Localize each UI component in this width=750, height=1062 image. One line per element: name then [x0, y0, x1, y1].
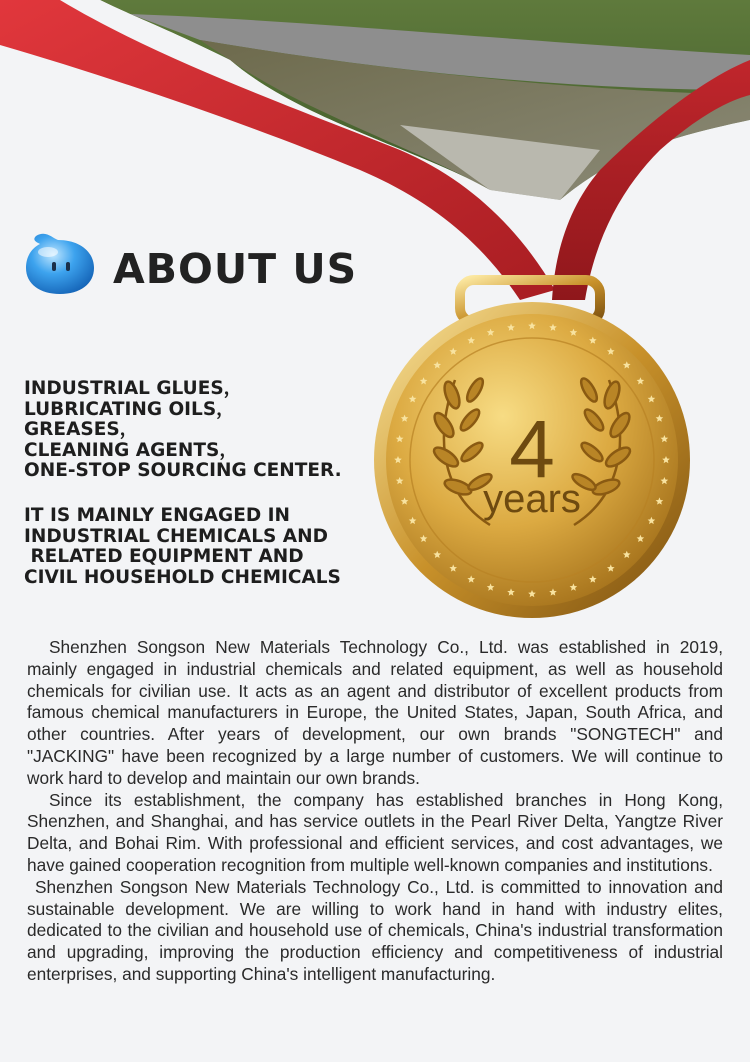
anniversary-medal	[360, 270, 710, 620]
tagline-line: ONE-STOP SOURCING CENTER.	[24, 460, 342, 481]
business-scope-list	[24, 506, 341, 588]
tagline-line: INDUSTRIAL GLUES，	[24, 378, 243, 399]
tagline-line: LUBRICATING OILS，	[24, 398, 235, 420]
page-title: ABOUT US	[113, 245, 358, 293]
description-paragraph: Since its establishment, the company has established branches in Hong Kong, Shenzhen, and Shanghai, and has service outlets in the Pearl River Delta, Yangtze River Delta, and Bohai Rim. With professional and efficient services, and cost advantages, we have gained cooperation recognition from multiple well-known companies and institutions.	[27, 789, 723, 875]
description-paragraph: Shenzhen Songson New Materials Technology Co., Ltd. is committed to innovation and sustainable development. We are willing to work hand in hand with industry elites, dedicated to the civilian and household use of chemicals, China's industrial transformation and upgrading, improving the production efficiency and competitiveness of industrial enterprises, and supporting China's intelligent manufacturing.	[27, 876, 723, 984]
tagline-list	[24, 379, 342, 482]
business-scope-line: INDUSTRIAL CHEMICALS AND	[24, 525, 328, 547]
business-scope-line: CIVIL HOUSEHOLD CHEMICALS	[24, 566, 341, 588]
medal-unit: years	[483, 477, 581, 521]
tagline-line: CLEANING AGENTS，	[24, 439, 238, 461]
tagline-line: GREASES，	[24, 419, 139, 440]
company-description	[27, 637, 723, 986]
medal-number: 4	[509, 404, 555, 495]
business-scope-line: RELATED EQUIPMENT AND	[24, 546, 304, 567]
mascot-icon	[22, 228, 98, 296]
business-scope-line: IT IS MAINLY ENGAGED IN	[24, 505, 291, 526]
description-paragraph: Shenzhen Songson New Materials Technology Co., Ltd. was established in 2019, mainly engaged in industrial chemicals and related equipment, as well as household chemicals for civilian use. It acts as an agent and distributor of excellent products from famous chemical manufacturers in Europe, the United States, Japan, South Africa, and other countries. After years of development, our own brands "SONGTECH" and "JACKING" have been recognized by a large number of customers. We will continue to work hard to develop and maintain our own brands.	[27, 637, 723, 788]
